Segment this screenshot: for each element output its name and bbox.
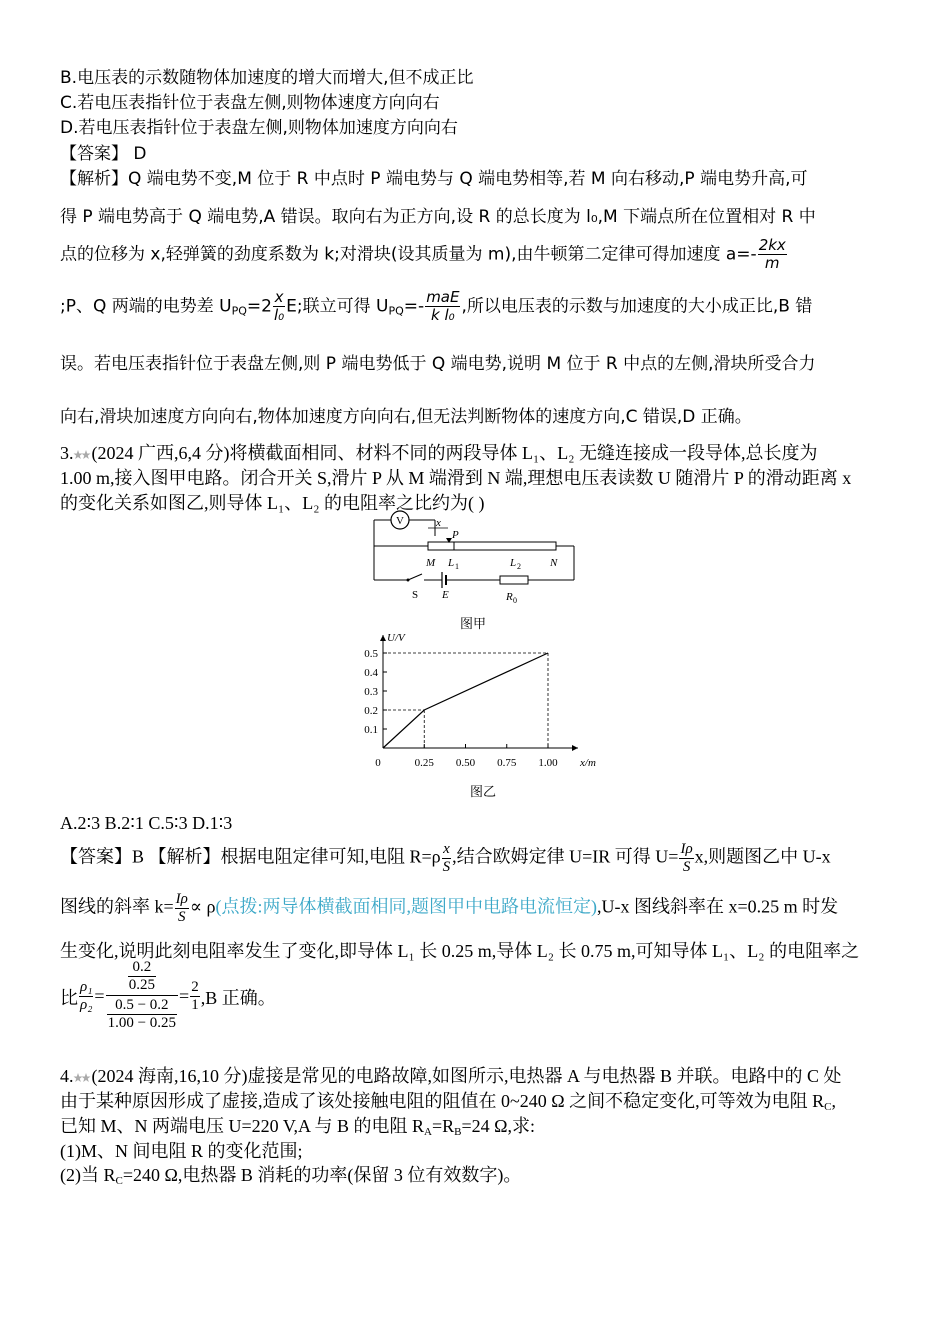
x-axis-label: x/m <box>580 757 596 769</box>
q4-line-4: (1)M、N 间电阻 R 的变化范围; <box>60 1141 303 1161</box>
fraction-x-s: $\frac{x}{S}$ <box>442 841 451 875</box>
q3-stem-line-1: 3. (2024 广西,6,4 分)将横截面相同、材料不同的两段导体 L₁、L₂ 无缝连接成一段导体,总长度为 <box>60 443 818 463</box>
y-tick-label: 0.4 <box>364 667 378 679</box>
x-tick-label: 0.25 <box>414 757 434 769</box>
explanation-line-6: 向右,滑块加速度方向向右,物体加速度方向向右,但无法判断物体的速度方向,C 错误,D 正确。 <box>60 407 752 427</box>
x-tick-label: 0.50 <box>455 757 476 769</box>
y-axis-label: U/V <box>387 632 405 644</box>
label-p: P <box>452 529 459 541</box>
fraction-rho-ratio: $\frac{\text{ρ₁}}{\text{ρ₂}}$ <box>80 979 93 1013</box>
q3-answer-line-1: 【答案】B 【解析】根据电阻定律可知,电阻 R=ρ $\frac{x}{S}$ ,结合欧姆定律 U=IR 可得 U= $\frac{I\rho}{S}$ x,则题图乙中 U-x <box>60 841 831 875</box>
label-l2: L <box>510 557 517 569</box>
caption-yi: 图乙 <box>470 784 497 799</box>
hint-text: (点拨:两导体横截面相同,题图甲中电路电流恒定) <box>215 896 598 917</box>
x-tick-label: 0.75 <box>497 757 517 769</box>
explanation-line-3: 点的位移为 x,轻弹簧的劲度系数为 k;对滑块(设其质量为 m),由牛顿第二定律可得加速度 a=- $\frac{2kx}{m}$ <box>60 236 786 272</box>
label-r0-sub: 0 <box>513 596 517 605</box>
y-tick-label: 0.1 <box>364 724 378 736</box>
q3-answer-line-2: 图线的斜率 k= $\frac{I\rho}{S}$ ∝ ρ(点拨:两导体横截面相同,题图甲中电路电流恒定),U-x 图线斜率在 x=0.25 m 时发 <box>60 891 839 925</box>
fraction-slope: $\frac{I\rho}{S}$ <box>175 891 188 925</box>
x-tick-label: 1.00 <box>538 757 558 769</box>
label-r0: R <box>506 591 513 603</box>
y-tick-label: 0.5 <box>364 648 378 660</box>
data-line <box>383 653 548 748</box>
label-e: E <box>442 589 449 601</box>
q3-answer-line-4: 比 $\frac{\text{ρ₁}}{\text{ρ₂}}$ = $\frac{\frac{0.2}{0.25}}{\frac{0.5 - 0.2}{1.00 - 0.25}}$ = $\frac{2}{1}$ ,B 正确。 <box>60 959 276 1031</box>
q3-stem-line-3: 的变化关系如图乙,则导体 L₁、L₂ 的电阻率之比约为( ) <box>60 493 485 513</box>
y-tick-label: 0.2 <box>364 705 378 717</box>
circuit-diagram-jia <box>360 510 590 640</box>
q3-options: A.2∶3 B.2∶1 C.5∶3 D.1∶3 <box>60 813 233 833</box>
voltmeter-label: V <box>396 515 404 527</box>
label-m: M <box>426 557 436 569</box>
y-tick-label: 0.3 <box>364 686 378 698</box>
q4-line-2: 由于某种原因形成了虚接,造成了该处接触电阻的阻值在 0~240 Ω 之间不稳定变化,可等效为电阻 $R_C$, <box>60 1091 836 1113</box>
label-x: x <box>436 517 441 529</box>
x-axis-arrow-icon <box>572 745 578 751</box>
q4-line-1: 4. (2024 海南,16,10 分)虚接是常见的电路故障,如图所示,电热器 A 与电热器 B 并联。电路中的 C 处 <box>60 1066 842 1086</box>
explanation-line-5: 误。若电压表指针位于表盘左侧,则 P 端电势低于 Q 端电势,说明 M 位于 R 中点的左侧,滑块所受合力 <box>60 354 816 374</box>
option-d: D.若电压表指针位于表盘左侧,则物体加速度方向向右 <box>60 118 458 138</box>
difficulty-stars-icon <box>74 449 90 461</box>
q4-line-5: (2)当 $R_C=240$ Ω,电热器 B 消耗的功率(保留 3 位有效数字)。 <box>60 1165 522 1187</box>
answer-line: 【答案】 D <box>60 144 147 164</box>
label-s: S <box>412 589 419 601</box>
label-l1: L <box>448 557 455 569</box>
fraction-irho-s: $\frac{I\rho}{S}$ <box>680 841 693 875</box>
caption-jia: 图甲 <box>460 616 487 631</box>
compound-fraction: $\frac{\frac{0.2}{0.25}}{\frac{0.5 - 0.2}{1.00 - 0.25}}$ <box>107 959 177 1031</box>
fraction-2-1: $\frac{2}{1}$ <box>191 979 199 1013</box>
difficulty-stars-icon <box>74 1072 90 1084</box>
switch-s <box>408 574 422 580</box>
label-l1-sub: 1 <box>455 562 459 571</box>
chart-u-x <box>340 632 630 800</box>
fraction-2kx-m: $\frac{2kx}{m}$ <box>758 236 786 272</box>
conductor-bar <box>428 542 556 550</box>
option-c: C.若电压表指针位于表盘左侧,则物体速度方向向右 <box>60 93 440 113</box>
fraction-maE-kl0: $\frac{\text{maE}}{\text{k l₀}}$ <box>426 288 460 324</box>
explanation-line-2: 得 P 端电势高于 Q 端电势,A 错误。取向右为正方向,设 R 的总长度为 l₀,M 下端点所在位置相对 R 中 <box>60 207 816 227</box>
q4-line-3: 已知 M、N 两端电压 U=220 V,A 与 B 的电阻 $R_A=R_B=24$ Ω,求: <box>60 1116 536 1138</box>
resistor-r0 <box>500 576 528 584</box>
q3-answer-line-3: 生变化,说明此刻电阻率发生了变化,即导体 L₁ 长 0.25 m,导体 L₂ 长 0.75 m,可知导体 L₁、L₂ 的电阻率之 <box>60 941 860 961</box>
label-n: N <box>550 557 558 569</box>
explanation-line-1: 【解析】Q 端电势不变,M 位于 R 中点时 P 端电势与 Q 端电势相等,若 M 向右移动,P 端电势升高,可 <box>60 169 808 189</box>
label-l2-sub: 2 <box>517 562 521 571</box>
x-tick-label: 0 <box>375 757 381 769</box>
fraction-x-l0: $\frac{x}{\text{l₀}}$ <box>273 288 285 324</box>
q3-stem-line-2: 1.00 m,接入图甲电路。闭合开关 S,滑片 P 从 M 端滑到 N 端,理想电压表读数 U 随滑片 P 的滑动距离 x <box>60 468 852 488</box>
explanation-line-4: ;P、Q 两端的电势差 $U_{PQ}=2$ $\frac{x}{\text{l₀}}$ E;联立可得 $U_{PQ}=-$ $\frac{\text{maE}}{\text{k l₀}}$ ,所以电压表的示数与加速度的大小成正比,B 错 <box>60 288 813 324</box>
option-b: B.电压表的示数随物体加速度的增大而增大,但不成正比 <box>60 68 474 88</box>
